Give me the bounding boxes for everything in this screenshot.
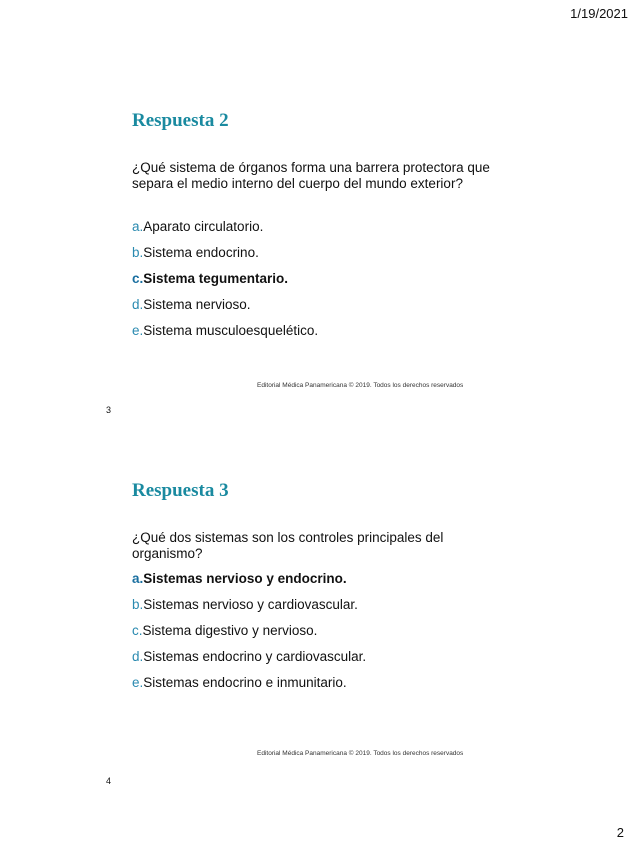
answer-option-b [132,596,366,622]
answer-option-a [132,218,318,244]
answer-options [132,218,318,348]
page-number: 2 [616,825,624,840]
question-text: ¿Qué sistema de órganos forma una barrera protectora que separa el medio interno del cuerpo del mundo exterior? [132,160,490,191]
copyright-footer: Editorial Médica Panamericana © 2019. Todos los derechos reservados [257,750,464,757]
answer-option-e [132,322,318,348]
answer-option-e [132,674,366,700]
answer-option-d [132,296,318,322]
option-text: Sistema musculoesquelético. [143,323,319,338]
answer-options [132,570,366,700]
question-text: ¿Qué dos sistemas son los controles principales del organismo? [132,530,444,561]
option-letter: d. [132,649,144,664]
option-letter: e. [132,323,144,338]
option-letter: c. [132,271,144,286]
answer-option-c [132,622,366,648]
option-text: Sistemas endocrino y cardiovascular. [143,649,367,664]
answer-option-d [132,648,366,674]
option-text: Sistemas endocrino e inmunitario. [143,675,347,690]
option-letter: a. [132,219,144,234]
option-letter: b. [132,597,144,612]
option-text: Aparato circulatorio. [143,219,264,234]
print-date: 1/19/2021 [570,6,628,21]
slide-title: Respuesta 2 [132,110,229,131]
copyright-footer: Editorial Médica Panamericana © 2019. Todos los derechos reservados [257,382,464,389]
option-text: Sistema digestivo y nervioso. [142,623,318,638]
answer-option-b [132,244,318,270]
option-text: Sistema tegumentario. [143,271,289,286]
option-text: Sistema nervioso. [143,297,251,312]
option-text: Sistema endocrino. [143,245,259,260]
option-letter: e. [132,675,144,690]
option-letter: d. [132,297,144,312]
slide-title: Respuesta 3 [132,480,229,501]
slide-number: 3 [106,405,112,415]
option-letter: c. [132,623,143,638]
slide-number: 4 [106,776,112,786]
option-letter: b. [132,245,144,260]
option-text: Sistemas nervioso y endocrino. [143,571,347,586]
option-text: Sistemas nervioso y cardiovascular. [143,597,358,612]
option-letter: a. [132,571,144,586]
answer-option-c-correct [132,270,318,296]
answer-option-a-correct [132,570,366,596]
